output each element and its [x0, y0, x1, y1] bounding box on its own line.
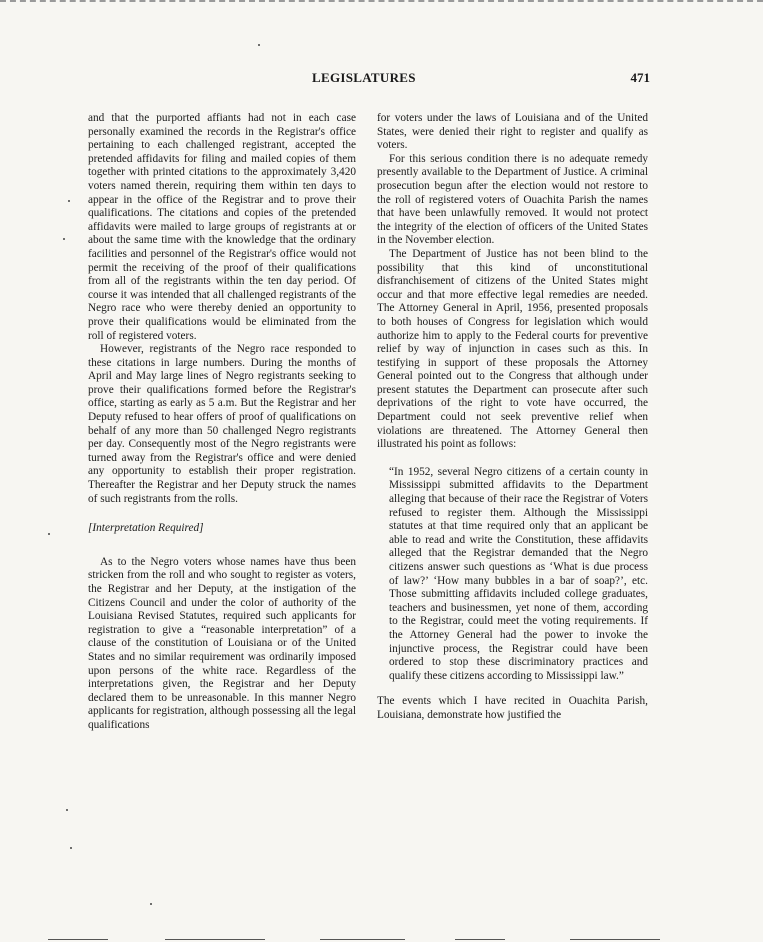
bottom-rule — [455, 939, 505, 940]
page-header — [300, 70, 660, 86]
scan-speck — [68, 200, 70, 202]
block-quote: “In 1952, several Negro citizens of a certain county in Mississippi submitted affidavits to the Department alleging that because of their race the Registrar of Voters refused to register them. Although the Mississippi statutes at that time required only that an applicant be able to read and write the Constitution, these affidavits alleged that the Registrar demanded that the Negro citizens answer such questions as ‘What is due process of law?’ ‘How many bubbles in a bar of soap?’, etc. Those submitting affidavits included college graduates, teachers and businessmen, yet none of them, according to the Registrar, could meet the voting requirements. If the Attorney General had the power to invoke the injunctive process, the Registrar could have been ordered to stop these discriminatory practices and qualify these citizens according to Mississippi law.” — [389, 465, 648, 682]
scan-speck — [70, 847, 72, 849]
scan-speck — [63, 238, 65, 240]
scan-speck — [150, 903, 152, 905]
left-column — [88, 112, 356, 733]
left-paragraph-2: However, registrants of the Negro race responded to these citations in large numbers. During the months of April and May large lines of Negro registrants seeking to prove their qualifications formed before the Registrar's office, starting as early as 5 a.m. But the Registrar and her Deputy refused to hear offers of proof of qualifications on behalf of any more than 50 challenged Negro registrants per day. Consequently most of the Negro registrants were turned away from the Registrar's office and were denied any opportunity to establish their proper registration. Thereafter the Registrar and her Deputy struck the names of such registrants from the rolls. — [88, 343, 356, 505]
right-paragraph-4: The events which I have recited in Ouachita Parish, Louisiana, demonstrate how justified the — [377, 695, 648, 721]
scan-speck — [258, 44, 260, 46]
bottom-rule — [570, 939, 660, 940]
bottom-rule — [320, 939, 405, 940]
page-number: 471 — [630, 70, 650, 85]
right-paragraph-3: The Department of Justice has not been blind to the possibility that this kind of unconstitutional disfranchisement of citizens of the United States might occur and that more effective legal remedies are needed. The Attorney General in April, 1956, presented proposals to both houses of Congress for legislation which would authorize him to apply to the Federal courts for preventive relief by way of injunction in cases such as this. In testifying in support of these proposals the Attorney General pointed out to the Congress that although under present statutes the Department can prosecute after such deprivations of the right to vote have occurred, the Department could not seek preventive relief when violations are threatened. The Attorney General then illustrated his point as follows: — [377, 247, 648, 451]
scan-speck — [48, 533, 50, 535]
right-column — [377, 112, 648, 723]
section-subheading: [Interpretation Required] — [88, 522, 204, 535]
right-paragraph-1: for voters under the laws of Louisiana and of the United States, were denied their right to register and qualify as voters. — [377, 112, 648, 152]
bottom-rule — [48, 939, 108, 940]
running-head: LEGISLATURES — [312, 70, 416, 85]
bottom-rule — [165, 939, 265, 940]
scan-top-border — [0, 0, 763, 2]
left-paragraph-1: and that the purported affiants had not in each case personally examined the records in the Registrar's office pertaining to each challenged registrant, accepted the pretended affidavits for filing and mailed copies of them together with printed citations to the approximately 3,420 voters named therein, requiring them within ten days to appear in the office of the Registrar and to prove their qualifications. The citations and copies of the pretended affidavits were mailed to large groups of registrants at or about the same time with the knowledge that the ordinary facilities and personnel of the Registrar's office would not permit the receiving of the proof of their qualifications from all of the registrants within the ten day period. Of course it was intended that all challenged registrants of the Negro race who were thereby denied an opportunity to prove their qualifications would be eliminated from the roll of registered voters. — [88, 112, 356, 342]
scan-speck — [66, 809, 68, 811]
right-paragraph-2: For this serious condition there is no adequate remedy presently available to the Department of Justice. A criminal prosecution begun after the election would not restore to the roll of registered voters of Ouachita Parish the names that have been unlawfully removed. It would not protect the integrity of the election of officers of the United States in the November election. — [377, 152, 648, 247]
left-paragraph-3: As to the Negro voters whose names have thus been stricken from the roll and who sought to register as voters, the Registrar and her Deputy, at the instigation of the Citizens Council and under the color of authority of the Louisiana Revised Statutes, required such applicants for registration to give a “reasonable interpretation” of a clause of the constitution of Louisiana or of the United States and no similar requirement was ordinarily imposed upon persons of the white race. Regardless of the interpretations given, the Registrar and her Deputy declared them to be unreasonable. In this manner Negro applicants for registration, although possessing all the legal qualifications — [88, 555, 356, 731]
